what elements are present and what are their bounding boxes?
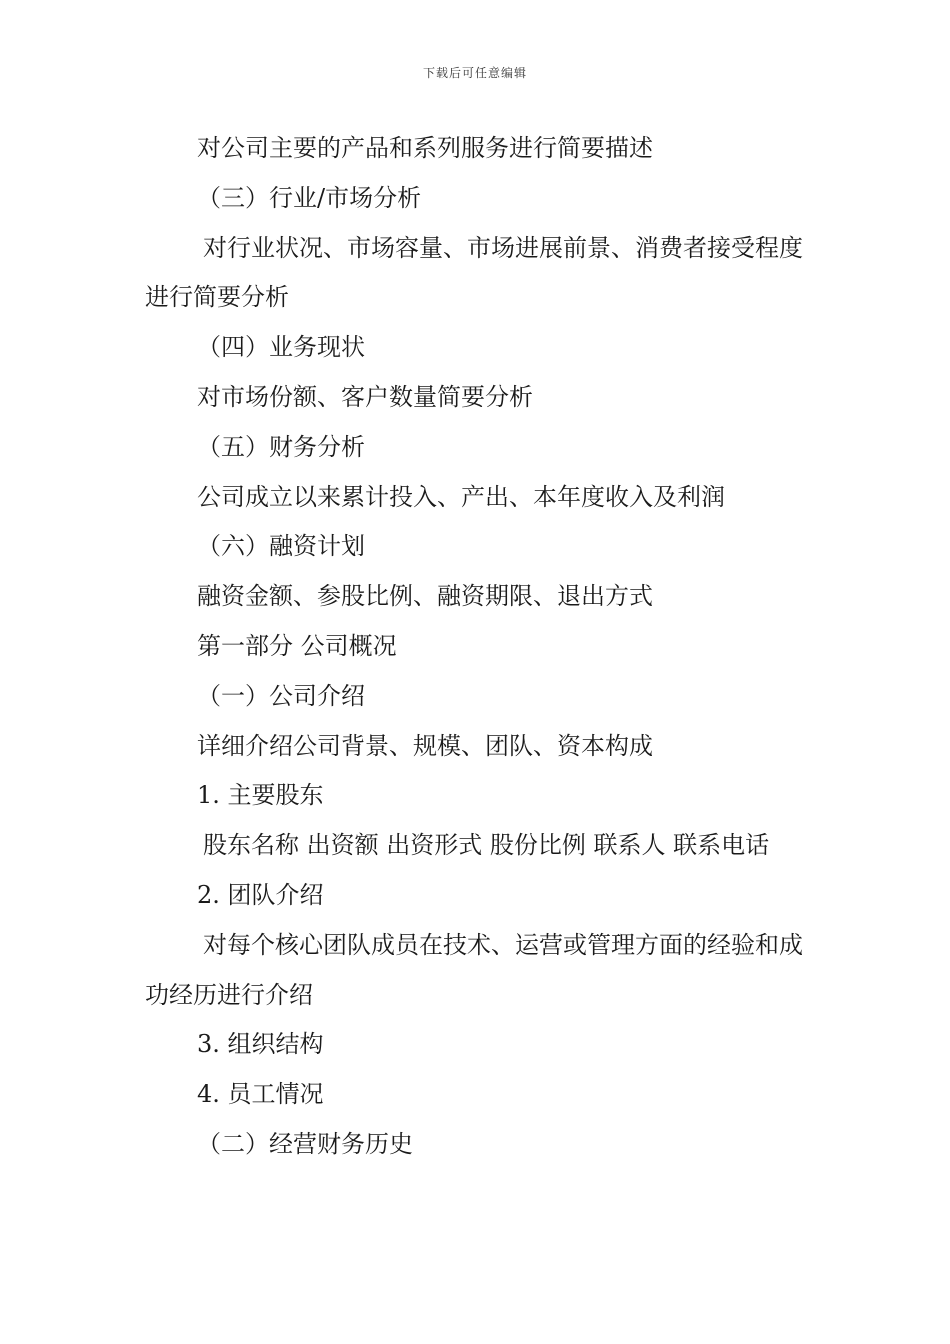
document-body: [145, 124, 810, 1170]
paragraph: 详细介绍公司背景、规模、团队、资本构成: [197, 731, 653, 760]
part-heading: 第一部分 公司概况: [197, 631, 397, 660]
paragraph: 对市场份额、客户数量简要分析: [197, 382, 533, 411]
section-heading: （六）融资计划: [197, 532, 365, 561]
section-heading: （三）行业/市场分析: [197, 183, 422, 212]
section-heading: （五）财务分析: [197, 432, 365, 461]
section-heading: （四）业务现状: [197, 333, 365, 362]
page-header: 下载后可任意编辑: [422, 66, 527, 80]
subsection-heading: 3. 组织结构: [197, 1030, 324, 1059]
paragraph: 对公司主要的产品和系列服务进行简要描述: [197, 134, 653, 162]
paragraph: 对每个核心团队成员在技术、运营或管理方面的经验和成功经历进行介绍: [145, 930, 803, 1009]
section-heading: （二）经营财务历史: [197, 1129, 413, 1158]
section-heading: （一）公司介绍: [197, 681, 365, 710]
paragraph: 对行业状况、市场容量、市场进展前景、消费者接受程度进行简要分析: [145, 233, 803, 312]
paragraph: 公司成立以来累计投入、产出、本年度收入及利润: [197, 482, 725, 511]
paragraph: 融资金额、参股比例、融资期限、退出方式: [197, 582, 653, 611]
subsection-heading: 4. 员工情况: [197, 1080, 324, 1109]
subsection-heading: 1. 主要股东: [197, 781, 324, 810]
subsection-heading: 2. 团队介绍: [197, 880, 324, 909]
paragraph: 股东名称 出资额 出资形式 股份比例 联系人 联系电话: [203, 831, 770, 860]
